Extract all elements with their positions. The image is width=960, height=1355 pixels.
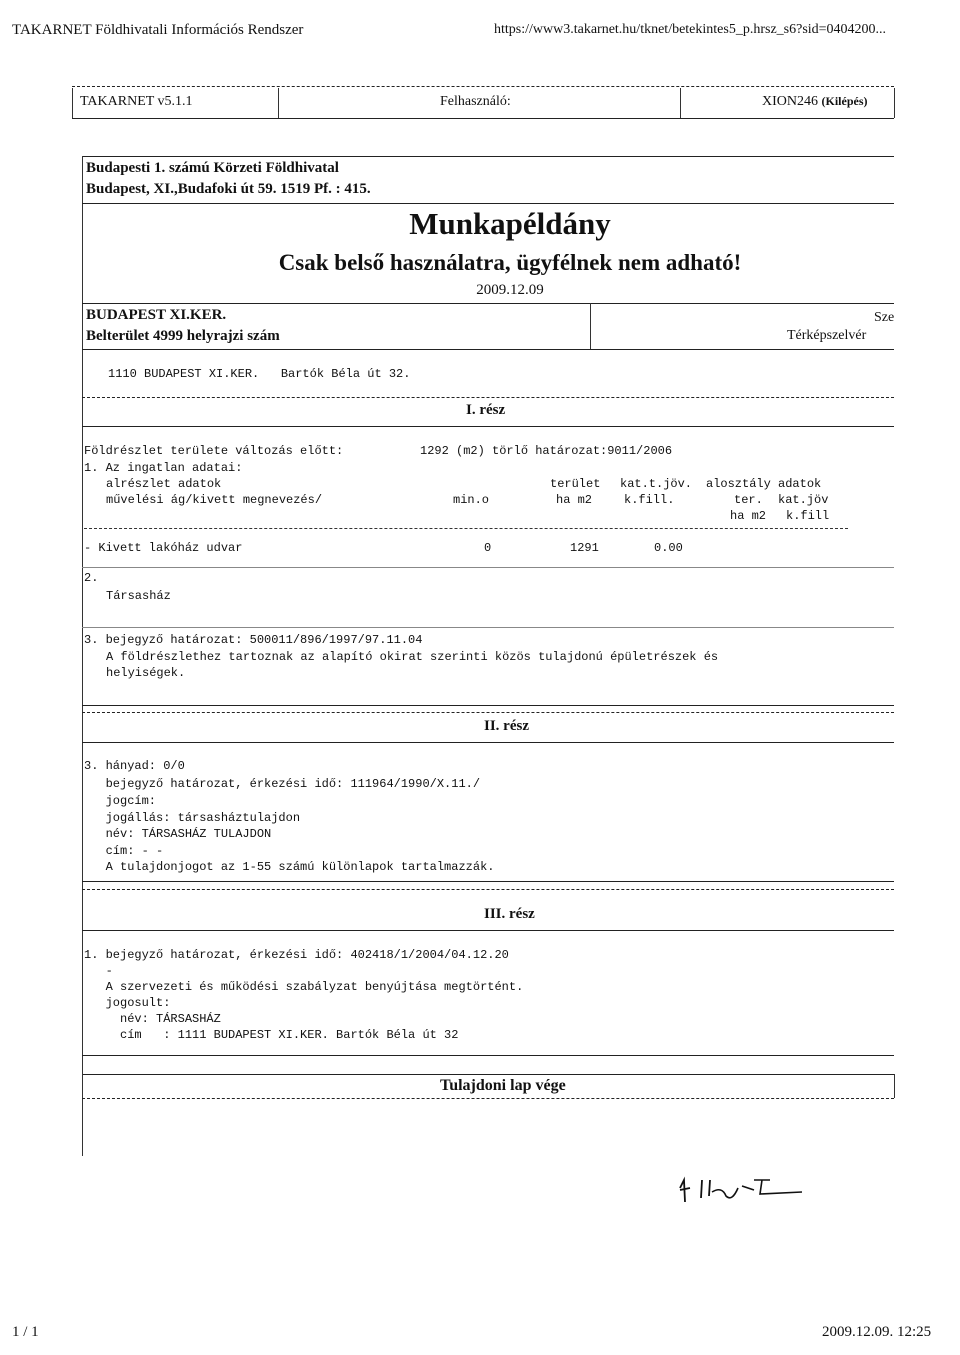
property-address: 1110 BUDAPEST XI.KER. Bartók Béla út 32. [108,367,411,381]
item2-number: 2. [84,571,99,585]
end-of-sheet: Tulajdoni lap vége [440,1077,566,1094]
page-counter: 1 / 1 [12,1324,39,1340]
subparcel-header: alrészlet adatok [106,477,222,491]
quality-class-header: min.o [453,493,490,507]
subclass-area-header: ter. [734,493,763,507]
app-version: TAKARNET v5.1.1 [80,94,193,109]
part2-line: A tulajdonjogot az 1-55 számú különlapok tartalmazzák. [84,860,495,874]
part2-line: jogcím: [84,794,157,808]
part3-heading: III. rész [484,906,535,922]
map-sheet-label: Sze [874,310,895,325]
handwritten-signature [676,1168,836,1218]
office-address: Budapest, XI.,Budafoki út 59. 1519 Pf. : 415. [86,181,371,197]
part3-line: név: TÁRSASHÁZ [84,1012,221,1026]
user-id: XION246 [762,94,818,109]
office-name: Budapesti 1. számú Körzeti Földhivatal [86,160,339,176]
print-page-title: TAKARNET Földhivatali Információs Rendszer [12,22,304,38]
item3-note-cont: helyiségek. [106,666,186,680]
part2-line: jogállás: társasháztulajdon [84,811,301,825]
print-url: https://www3.takarnet.hu/tknet/betekintes5_p.hrsz_s6?sid=0404200... [494,22,887,37]
income-unit-header: k.fill. [624,493,675,507]
parcel-district: BUDAPEST XI.KER. [86,307,227,323]
item2-text: Társasház [106,589,171,603]
area-before-label: Földrészlet területe változás előtt: [84,444,344,458]
income-header: kat.t.jöv. [620,477,693,491]
row-income: 0.00 [654,541,683,555]
logout-link[interactable]: (Kilépés) [821,94,868,108]
subclass-area-unit: ha m2 [730,509,767,523]
subclass-income-header: kat.jöv [778,493,829,507]
item3-note: A földrészlethez tartoznak az alapító okirat szerinti közös tulajdonú épületrészek és [106,650,719,664]
part3-line: cím : 1111 BUDAPEST XI.KER. Bartók Béla út 32 [84,1028,459,1042]
part2-line: 3. hányad: 0/0 [84,759,185,773]
part2-line: név: TÁRSASHÁZ TULAJDON [84,827,272,841]
part1-heading: I. rész [466,402,506,418]
row-name: - Kivett lakóház udvar [84,541,243,555]
row-area: 1291 [570,541,599,555]
part2-line: bejegyző határozat, érkezési idő: 111964/1990/X.11./ [84,777,481,791]
part2-heading: II. rész [484,718,529,734]
map-sheet-link[interactable]: Térképszelvér [787,328,867,343]
part3-line: - [84,964,113,978]
cultivation-header: művelési ág/kivett megnevezés/ [106,493,323,507]
property-data-title: 1. Az ingatlan adatai: [84,461,243,475]
subclass-header: alosztály adatok [706,477,822,491]
part3-line: A szervezeti és működési szabályzat benyújtása megtörtént. [84,980,524,994]
user-label: Felhasználó: [440,94,511,109]
print-datetime: 2009.12.09. 12:25 [822,1324,932,1340]
part3-line: jogosult: [84,996,171,1010]
work-copy-title: Munkapéldány [409,206,611,241]
internal-use-warning: Csak belső használatra, ügyfélnek nem adható! [278,250,742,275]
subclass-income-unit: k.fill [786,509,830,523]
area-unit-header: ha m2 [556,493,593,507]
area-before-value: 1292 (m2) törlő határozat:9011/2006 [420,444,673,458]
row-class: 0 [484,541,492,555]
part2-line: cím: - - [84,844,164,858]
area-header: terület [550,477,601,491]
parcel-number: Belterület 4999 helyrajzi szám [86,328,280,344]
part3-line: 1. bejegyző határozat, érkezési idő: 402418/1/2004/04.12.20 [84,948,509,962]
item3-decision: 3. bejegyző határozat: 500011/896/1997/97.11.04 [84,633,423,647]
document-date: 2009.12.09 [476,282,544,298]
